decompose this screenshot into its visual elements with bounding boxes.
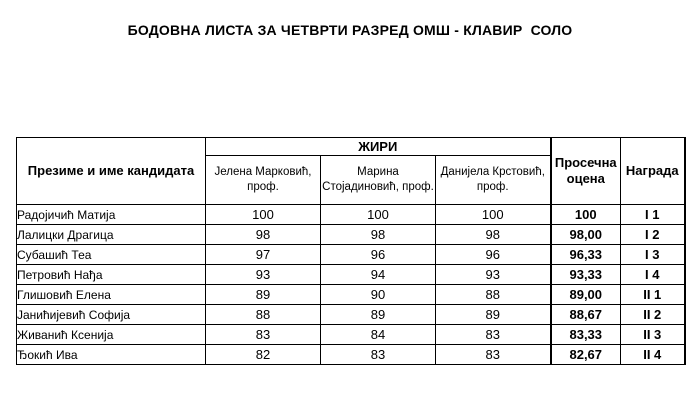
award: II 1: [621, 285, 685, 305]
table-row: [17, 205, 685, 225]
award: II 3: [621, 325, 685, 345]
document-title: БОДОВНА ЛИСТА ЗА ЧЕТВРТИ РАЗРЕД ОМШ - КЛАВИР СОЛО: [127, 22, 573, 38]
average-score: 98,00: [551, 225, 621, 245]
judge-1-score: 97: [206, 245, 321, 265]
jury-header: ЖИРИ: [206, 138, 551, 156]
score-table: [16, 137, 686, 365]
judge-2-score: 89: [321, 305, 436, 325]
award-column-header: Награда: [621, 138, 685, 205]
average-score: 83,33: [551, 325, 621, 345]
award: II 4: [621, 345, 685, 365]
judge-3-score: 89: [436, 305, 551, 325]
score-table-body: [17, 205, 685, 365]
judge-3-score: 83: [436, 325, 551, 345]
judge-1-score: 100: [206, 205, 321, 225]
judge-3-score: 83: [436, 345, 551, 365]
average-column-header: Просечна оцена: [551, 138, 621, 205]
judge-2-header: Марина Стојадиновић, проф.: [321, 156, 436, 205]
award: I 1: [621, 205, 685, 225]
table-row: [17, 345, 685, 365]
table-row: [17, 305, 685, 325]
judge-1-header: Јелена Марковић, проф.: [206, 156, 321, 205]
average-score: 96,33: [551, 245, 621, 265]
candidate-name: Живанић Ксенија: [17, 325, 206, 345]
candidate-column-header: Презиме и име кандидата: [17, 138, 206, 205]
average-score: 89,00: [551, 285, 621, 305]
judge-3-score: 88: [436, 285, 551, 305]
judge-3-header: Данијела Крстовић, проф.: [436, 156, 551, 205]
award: I 3: [621, 245, 685, 265]
table-row: [17, 325, 685, 345]
table-row: [17, 265, 685, 285]
judge-3-score: 96: [436, 245, 551, 265]
judge-2-score: 100: [321, 205, 436, 225]
candidate-name: Лалицки Драгица: [17, 225, 206, 245]
judge-1-score: 98: [206, 225, 321, 245]
judge-3-score: 100: [436, 205, 551, 225]
average-score: 82,67: [551, 345, 621, 365]
judge-2-score: 83: [321, 345, 436, 365]
judge-2-score: 94: [321, 265, 436, 285]
award: II 2: [621, 305, 685, 325]
award: I 4: [621, 265, 685, 285]
judge-2-score: 90: [321, 285, 436, 305]
judge-3-score: 98: [436, 225, 551, 245]
judge-1-score: 82: [206, 345, 321, 365]
judge-2-score: 84: [321, 325, 436, 345]
candidate-name: Петровић Нађа: [17, 265, 206, 285]
judge-3-score: 93: [436, 265, 551, 285]
table-row: [17, 225, 685, 245]
candidate-name: Ђокић Ива: [17, 345, 206, 365]
judge-1-score: 88: [206, 305, 321, 325]
candidate-name: Јанићијевић Софија: [17, 305, 206, 325]
average-score: 100: [551, 205, 621, 225]
candidate-name: Глишовић Елена: [17, 285, 206, 305]
judge-1-score: 93: [206, 265, 321, 285]
judge-2-score: 98: [321, 225, 436, 245]
average-score: 93,33: [551, 265, 621, 285]
table-row: [17, 245, 685, 265]
candidate-name: Субашић Теа: [17, 245, 206, 265]
judge-1-score: 89: [206, 285, 321, 305]
candidate-name: Радојичић Матија: [17, 205, 206, 225]
judge-1-score: 83: [206, 325, 321, 345]
average-score: 88,67: [551, 305, 621, 325]
judge-2-score: 96: [321, 245, 436, 265]
award: I 2: [621, 225, 685, 245]
table-row: [17, 285, 685, 305]
